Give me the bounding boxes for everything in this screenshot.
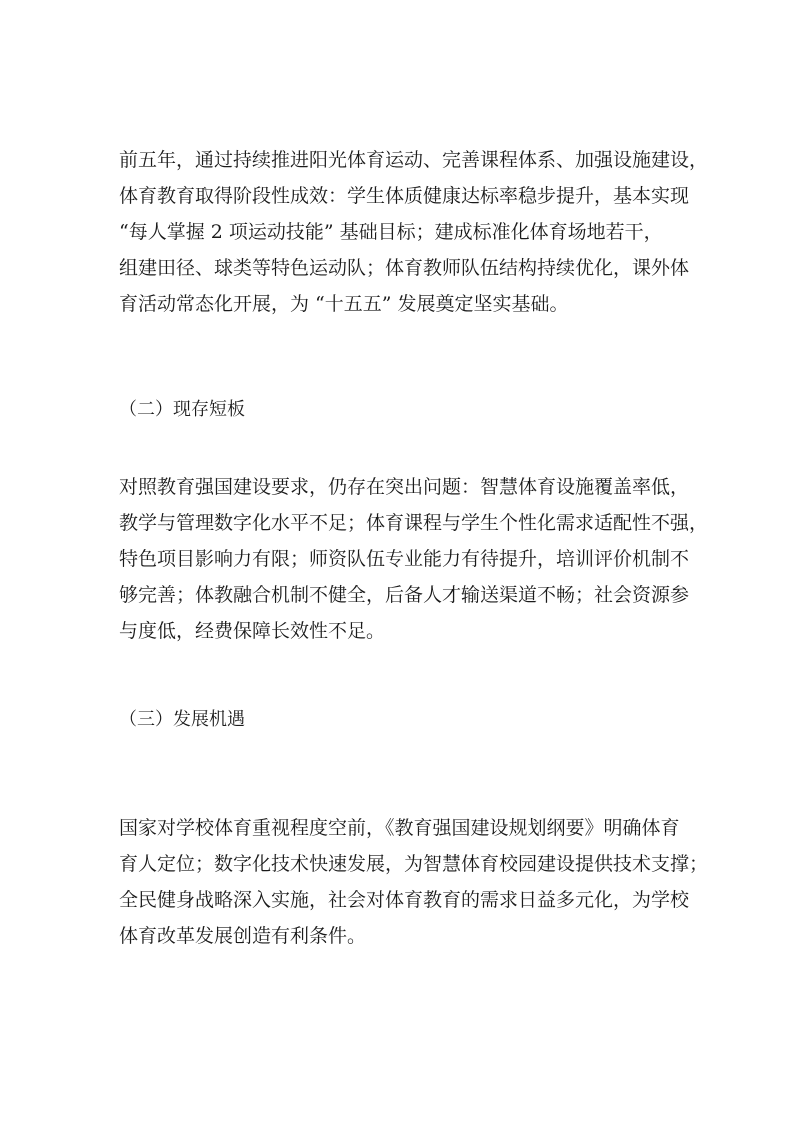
paragraph-opportunities [119, 810, 709, 954]
paragraph-text [119, 469, 709, 649]
paragraph-text [119, 810, 709, 954]
text-line: 体育教育取得阶段性成效：学生体质健康达标率稳步提升，基本实现 [119, 185, 690, 207]
section-heading-shortcomings: （二）现存短板 [119, 399, 245, 420]
text-line: 前五年，通过持续推进阳光体育运动、完善课程体系、加强设施建设， [119, 149, 709, 171]
text-line: 体育改革发展创造有利条件。 [119, 925, 367, 947]
text-line: 与度低，经费保障长效性不足。 [119, 620, 386, 642]
text-line: 特色项目影响力有限；师资队伍专业能力有待提升，培训评价机制不 [119, 548, 690, 570]
text-line: 国家对学校体育重视程度空前，《教育强国建设规划纲要》明确体育 [119, 817, 680, 839]
text-line: 全民健身战略深入实施，社会对体育教育的需求日益多元化，为学校 [119, 889, 690, 911]
paragraph-text [119, 142, 709, 322]
text-line: 育活动常态化开展，为 “十五五” 发展奠定坚实基础。 [119, 293, 569, 315]
text-line: 教学与管理数字化水平不足；体育课程与学生个性化需求适配性不强， [119, 512, 709, 534]
paragraph-achievements [119, 142, 709, 322]
paragraph-shortcomings [119, 469, 709, 649]
section-heading-opportunities: （三）发展机遇 [119, 709, 245, 730]
text-line: 组建田径、球类等特色运动队；体育教师队伍结构持续优化，课外体 [119, 257, 690, 279]
text-line: “每人掌握 2 项运动技能” 基础目标；建成标准化体育场地若干， [119, 221, 663, 243]
text-line: 育人定位；数字化技术快速发展，为智慧体育校园建设提供技术支撑； [119, 853, 709, 875]
text-line: 够完善；体教融合机制不健全，后备人才输送渠道不畅；社会资源参 [119, 584, 690, 606]
text-line: 对照教育强国建设要求，仍存在突出问题：智慧体育设施覆盖率低， [119, 476, 690, 498]
